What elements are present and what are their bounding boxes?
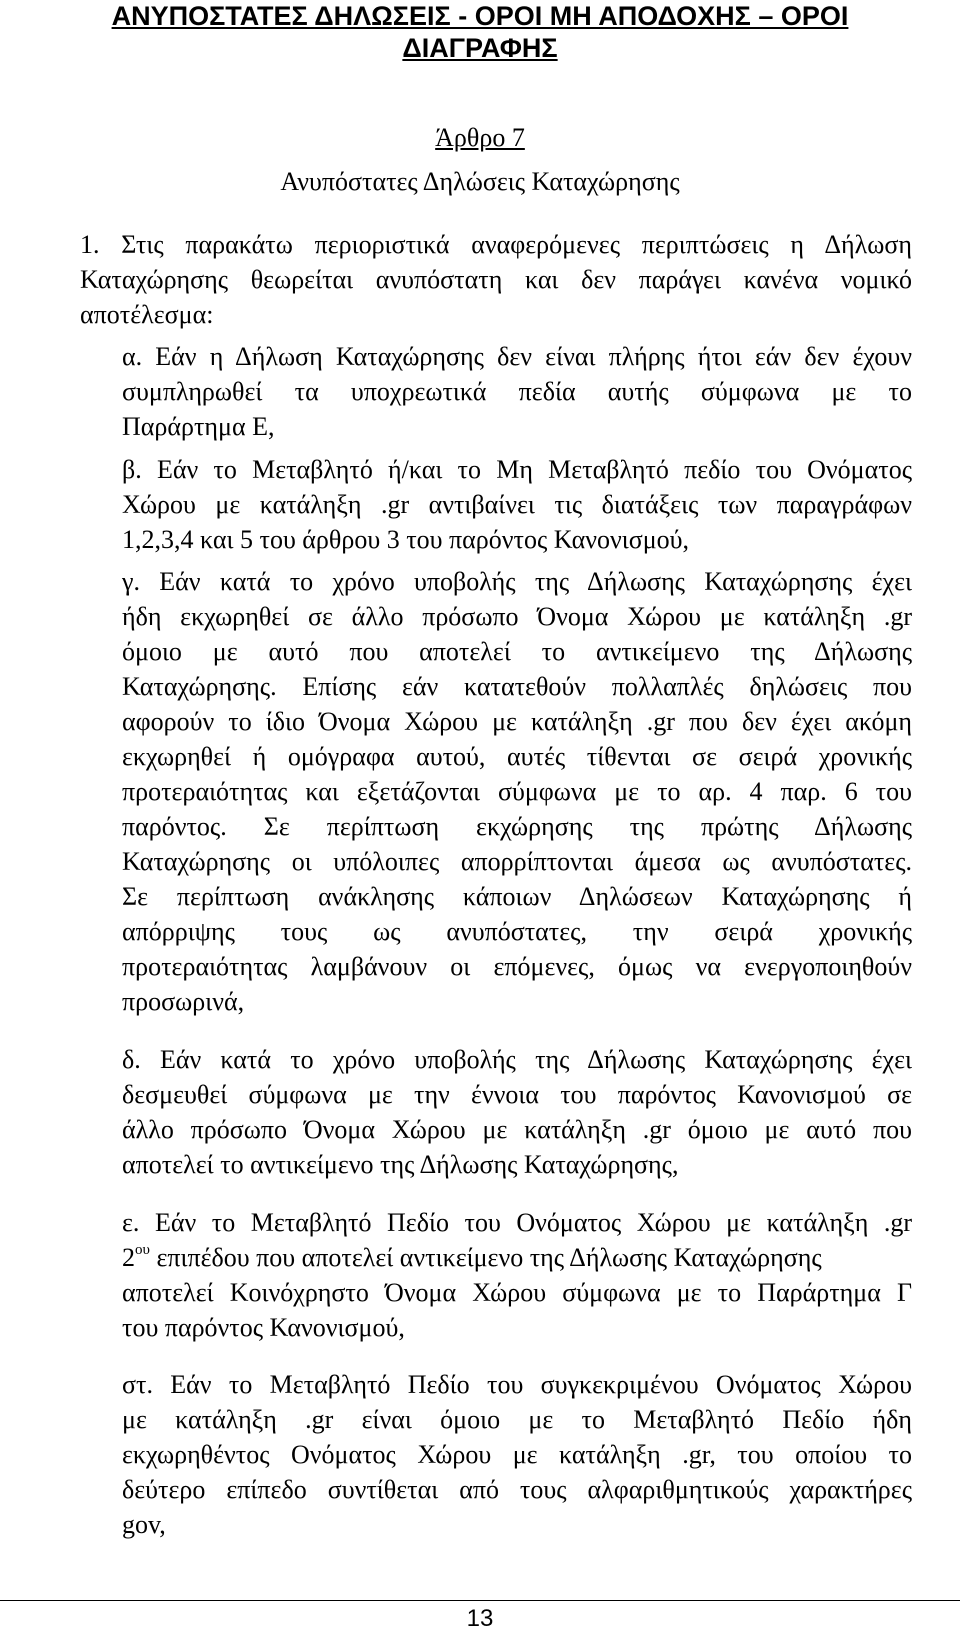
item-c-line: απόρριψης τους ως ανυπόστατες, την σειρά χρονικής bbox=[122, 917, 912, 946]
item-c-line: εκχωρηθεί ή ομόγραφα αυτού, αυτές τίθενται σε σειρά χρονικής bbox=[122, 742, 912, 771]
item-st-line: με κατάληξη .gr είναι όμοιο με το Μεταβλητό Πεδίο ήδη bbox=[122, 1405, 912, 1434]
paragraph-1-line: αποτέλεσμα: bbox=[80, 300, 214, 329]
item-c-line: Σε περίπτωση ανάκλησης κάποιων Δηλώσεων Καταχώρησης ή bbox=[122, 882, 912, 911]
item-c-line: παρόντος. Σε περίπτωση εκχώρησης της πρώτης Δήλωσης bbox=[122, 812, 912, 841]
paragraph-1-line: 1. Στις παρακάτω περιοριστικά αναφερόμενες περιπτώσεις η Δήλωση bbox=[80, 230, 912, 259]
item-c-line: Καταχώρησης. Επίσης εάν κατατεθούν πολλαπλές δηλώσεις που bbox=[122, 672, 912, 701]
paragraph-1-line: Καταχώρησης θεωρείται ανυπόστατη και δεν παράγει κανένα νομικό bbox=[80, 265, 912, 294]
item-e-line-2 bbox=[122, 1243, 912, 1277]
item-c-line: ήδη εκχωρηθεί σε άλλο πρόσωπο Όνομα Χώρου με κατάληξη .gr bbox=[122, 602, 912, 631]
document-title-line-2: ΔΙΑΓΡΑΦΗΣ bbox=[402, 33, 558, 63]
item-st-line: δεύτερο επίπεδο συντίθεται από τους αλφαριθμητικούς χαρακτήρες bbox=[122, 1475, 912, 1504]
article-number: Άρθρο 7 bbox=[435, 123, 525, 152]
item-c-line: αφορούν το ίδιο Όνομα Χώρου με κατάληξη .gr που δεν έχει ακόμη bbox=[122, 707, 912, 736]
item-a-line: Παράρτημα Ε, bbox=[122, 412, 275, 441]
item-a-line: συμπληρωθεί τα υποχρεωτικά πεδία αυτής σύμφωνα με το bbox=[122, 377, 912, 406]
page-number: 13 bbox=[466, 1605, 494, 1632]
item-e-line: ε. Εάν το Μεταβλητό Πεδίο του Ονόματος Χώρου με κατάληξη .gr bbox=[122, 1208, 912, 1237]
item-e-line: του παρόντος Κανονισμού, bbox=[122, 1313, 405, 1342]
item-e-ordinal-number: 2 bbox=[122, 1243, 135, 1272]
document-title-line-1: ΑΝΥΠΟΣΤΑΤΕΣ ΔΗΛΩΣΕΙΣ - ΟΡΟΙ ΜΗ ΑΠΟΔΟΧΗΣ – ΟΡΟΙ bbox=[111, 1, 849, 31]
item-c-line: προσωρινά, bbox=[122, 987, 245, 1016]
item-a-line: α. Εάν η Δήλωση Καταχώρησης δεν είναι πλήρης ήτοι εάν δεν έχουν bbox=[122, 342, 912, 371]
footer-divider bbox=[0, 1600, 960, 1601]
item-d-line: δ. Εάν κατά το χρόνο υποβολής της Δήλωσης Καταχώρησης έχει bbox=[122, 1045, 912, 1074]
item-c-line: προτεραιότητας λαμβάνουν οι επόμενες, όμως να ενεργοποιηθούν bbox=[122, 952, 912, 981]
item-b-line: Χώρου με κατάληξη .gr αντιβαίνει τις διατάξεις των παραγράφων bbox=[122, 490, 912, 519]
item-e-line-2-text: επιπέδου που αποτελεί αντικείμενο της Δήλωσης Καταχώρησης bbox=[149, 1243, 822, 1272]
item-c-line: Καταχώρησης οι υπόλοιπες απορρίπτονται άμεσα ως ανυπόστατες. bbox=[122, 847, 912, 876]
item-d-line: δεσμευθεί σύμφωνα με την έννοια του παρόντος Κανονισμού σε bbox=[122, 1080, 912, 1109]
item-c-line: προτεραιότητας και εξετάζονται σύμφωνα με το αρ. 4 παρ. 6 του bbox=[122, 777, 912, 806]
item-d-line: αποτελεί το αντικείμενο της Δήλωσης Καταχώρησης, bbox=[122, 1150, 679, 1179]
item-e-line: αποτελεί Κοινόχρηστο Όνομα Χώρου σύμφωνα με το Παράρτημα Γ bbox=[122, 1278, 912, 1307]
article-heading: Ανυπόστατες Δηλώσεις Καταχώρησης bbox=[280, 167, 680, 196]
item-c-line: γ. Εάν κατά το χρόνο υποβολής της Δήλωσης Καταχώρησης έχει bbox=[122, 567, 912, 596]
item-d-line: άλλο πρόσωπο Όνομα Χώρου με κατάληξη .gr όμοιο με αυτό που bbox=[122, 1115, 912, 1144]
item-c-line: όμοιο με αυτό που αποτελεί το αντικείμενο της Δήλωσης bbox=[122, 637, 912, 666]
item-st-line: εκχωρηθέντος Ονόματος Χώρου με κατάληξη .gr, του οποίου το bbox=[122, 1440, 912, 1469]
item-st-line: στ. Εάν το Μεταβλητό Πεδίο του συγκεκριμένου Ονόματος Χώρου bbox=[122, 1370, 912, 1399]
item-st-line: gov, bbox=[122, 1510, 166, 1539]
item-b-line: 1,2,3,4 και 5 του άρθρου 3 του παρόντος Κανονισμού, bbox=[122, 525, 690, 554]
item-e-ordinal-suffix: ου bbox=[135, 1242, 150, 1258]
item-b-line: β. Εάν το Μεταβλητό ή/και το Μη Μεταβλητό πεδίο του Ονόματος bbox=[122, 455, 912, 484]
